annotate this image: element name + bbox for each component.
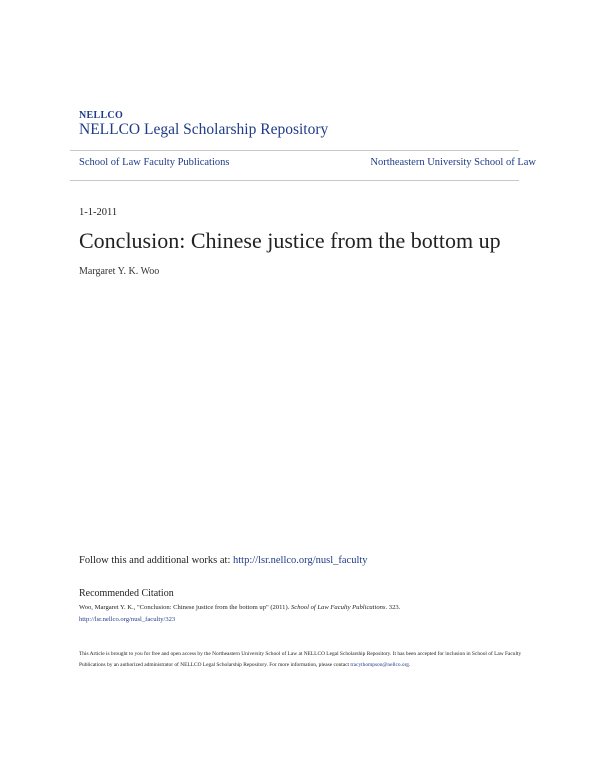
follow-link[interactable]: http://lsr.nellco.org/nusl_faculty: [233, 555, 368, 566]
faculty-publications-link[interactable]: School of Law Faculty Publications: [79, 157, 230, 168]
notice-line-3-prefix: information, please contact: [290, 662, 351, 668]
author-name: Margaret Y. K. Woo: [79, 266, 160, 277]
contact-email-link[interactable]: tracythompson@nellco.org: [350, 662, 410, 668]
recommended-citation-heading: Recommended Citation: [79, 588, 174, 599]
notice-line-1: This Article is brought to you for free and open access by the Northeastern University School of Law at NELLCO Legal Scholarship Repository. It has: [79, 651, 405, 657]
citation-text: Woo, Margaret Y. K., "Conclusion: Chinese justice from the bottom up" (2011).: [79, 604, 291, 611]
repository-title: NELLCO Legal Scholarship Repository: [79, 121, 329, 138]
citation-link[interactable]: http://lsr.nellco.org/nusl_faculty/323: [79, 616, 176, 623]
repository-org: NELLCO: [79, 110, 124, 121]
divider-bottom: [70, 180, 519, 181]
document-title: Conclusion: Chinese justice from the bottom up: [79, 228, 501, 253]
citation-series: School of Law Faculty Publications: [290, 604, 386, 611]
divider-top: [70, 150, 519, 151]
notice-line-3-suffix: .: [409, 662, 411, 668]
publication-date: 1-1-2011: [79, 207, 118, 218]
access-notice: [79, 649, 524, 671]
citation-number: . 323.: [385, 604, 401, 611]
notice-line-2: been accepted for inclusion in School of Law Faculty Publications by an authorized administrator of NELLCO Legal Scholarship Repository. For more: [79, 651, 522, 668]
recommended-citation-body: [79, 602, 400, 626]
follow-line: [79, 555, 368, 566]
law-school-link[interactable]: Northeastern University School of Law: [370, 157, 536, 168]
follow-text: Follow this and additional works at:: [79, 555, 233, 566]
